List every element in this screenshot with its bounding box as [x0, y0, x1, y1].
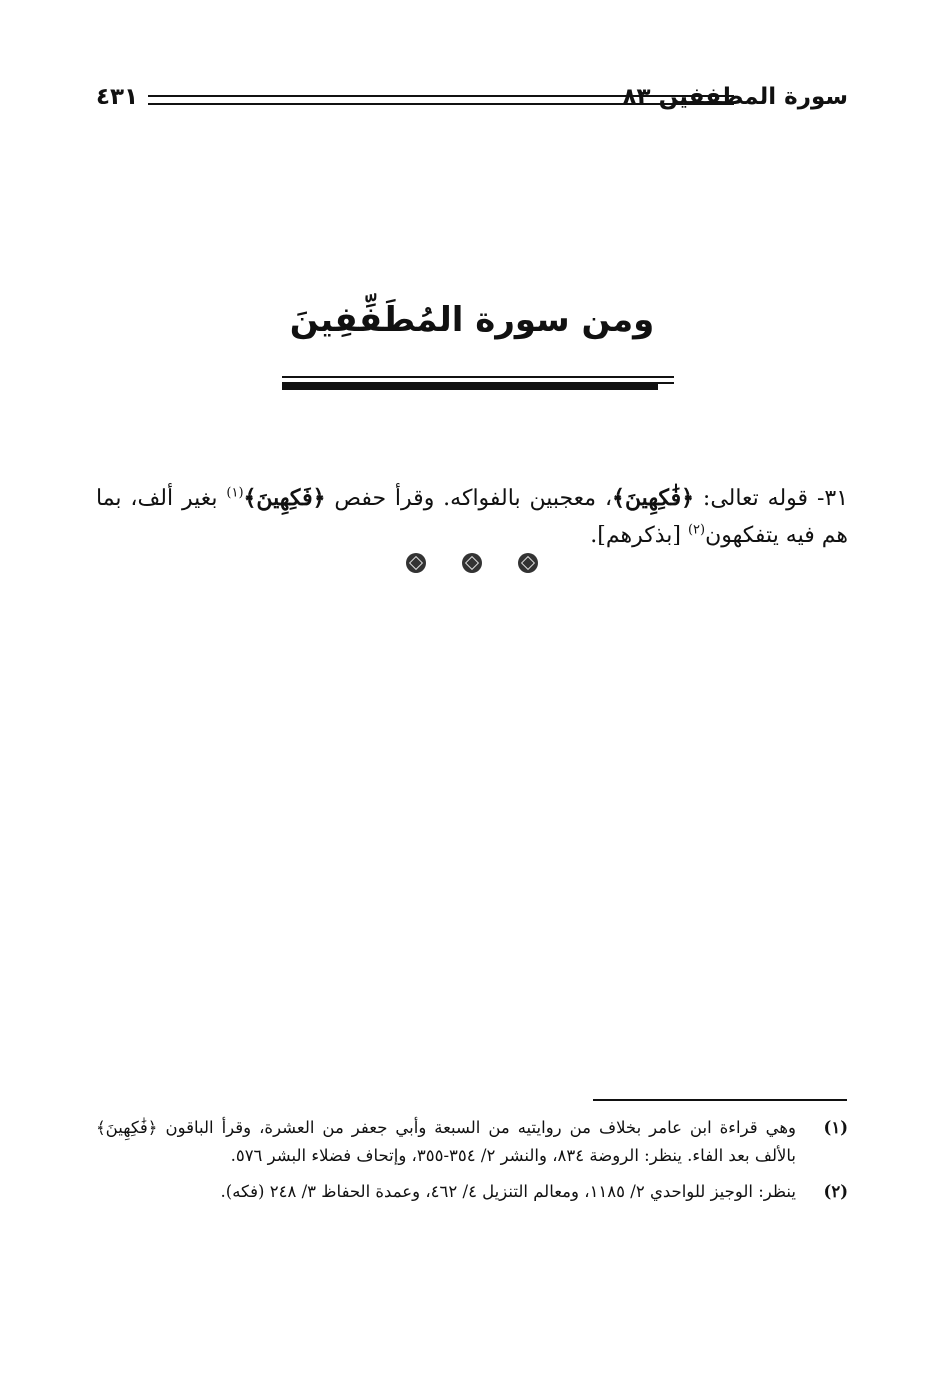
title-rule-thin [282, 376, 674, 384]
footnote [96, 1114, 848, 1170]
chapter-title: ومن سورة المُطَفِّفِينَ [289, 300, 655, 340]
footnote-number: (١) [823, 1118, 848, 1137]
quran-word: ﴿فَكِهِينَ﴾ [243, 485, 326, 511]
section-ornaments [0, 553, 944, 577]
title-rule-thick [282, 384, 658, 390]
header-double-rule [148, 95, 734, 105]
footnote-text: ينظر: الوجيز للواحدي ٢/ ١١٨٥، ومعالم التنزيل ٤/ ٤٦٢، وعمدة الحفاظ ٣/ ٢٤٨ (فكه). [220, 1182, 796, 1201]
footnote-number: (٢) [823, 1182, 848, 1201]
page-number: ٤٣١ [96, 84, 139, 110]
ornament-icon [462, 553, 482, 573]
quran-word: ﴿فَٰكِهِينَ﴾ [612, 485, 695, 511]
footnote [96, 1178, 848, 1206]
footnote-text: بالألف بعد الفاء. ينظر: الروضة ٨٣٤، والنشر ٢/ ٣٥٤-٣٥٥، وإتحاف فضلاء البشر ٥٧٦. [230, 1146, 796, 1165]
footnote-ref[interactable]: (٢) [687, 522, 706, 538]
quran-word: ﴿فَٰكِهِينَ﴾ [96, 1118, 158, 1137]
footnote-text: وهي قراءة ابن عامر بخلاف من روايتيه من السبعة وأبي جعفر من العشرة، وقرأ الباقون [165, 1118, 796, 1137]
entry-intro: قوله تعالى: [702, 486, 809, 511]
running-header-title: سورة المطففين ٨٣ [622, 84, 848, 110]
footnotes [96, 1114, 848, 1214]
commentary-paragraph [96, 480, 848, 554]
entry-text: بغير ألف، بما هم فيه يتفكهون [96, 486, 848, 548]
entry-text: [بذكرهم]. [590, 523, 681, 548]
footnote-separator [593, 1099, 847, 1101]
ornament-icon [518, 553, 538, 573]
running-header [96, 80, 848, 124]
footnote-ref[interactable]: (١) [226, 485, 244, 501]
entry-text: ، معجبين بالفواكه. وقرأ حفص [334, 486, 613, 511]
entry-number: ٣١- [816, 486, 849, 511]
ornament-icon [406, 553, 426, 573]
